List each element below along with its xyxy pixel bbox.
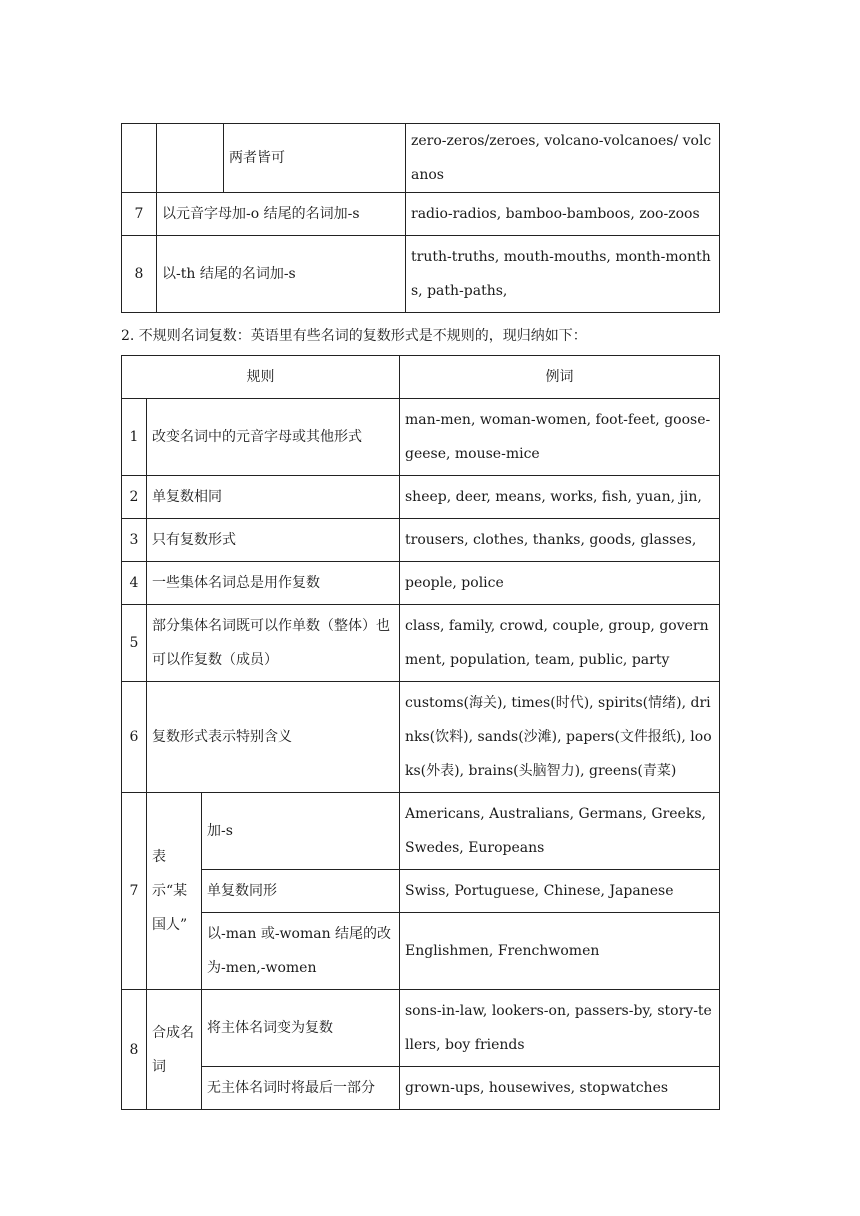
category-cell: 表示“某国人” bbox=[147, 793, 202, 990]
section-heading: 2. 不规则名词复数：英语里有些名词的复数形式是不规则的，现归纳如下： bbox=[121, 328, 587, 344]
category-cell: 合成名词 bbox=[147, 990, 202, 1110]
row-number: 8 bbox=[122, 990, 147, 1110]
row-number: 7 bbox=[122, 193, 157, 236]
regular-plural-table-continued bbox=[121, 123, 720, 313]
example-cell: sons-in-law, lookers-on, passers-by, story-tellers, boy friends bbox=[400, 990, 720, 1067]
rule-cell: 一些集体名词总是用作复数 bbox=[147, 562, 400, 605]
example-cell: trousers, clothes, thanks, goods, glasses, bbox=[400, 519, 720, 562]
rule-cell: 加-s bbox=[202, 793, 400, 870]
rule-cell: 无主体名词时将最后一部分 bbox=[202, 1067, 400, 1110]
rule-cell: 只有复数形式 bbox=[147, 519, 400, 562]
example-cell: sheep, deer, means, works, fish, yuan, jin, bbox=[400, 476, 720, 519]
rule-cell: 以元音字母加-o 结尾的名词加-s bbox=[157, 193, 406, 236]
row-number: 6 bbox=[122, 682, 147, 793]
example-cell: Swiss, Portuguese, Chinese, Japanese bbox=[400, 870, 720, 913]
rule-cell: 单复数相同 bbox=[147, 476, 400, 519]
table-row bbox=[122, 193, 720, 236]
example-cell: truth-truths, mouth-mouths, month-months, path-paths, bbox=[406, 236, 720, 313]
table-row bbox=[122, 793, 720, 870]
example-cell: zero-zeros/zeroes, volcano-volcanoes/ volcanos bbox=[406, 124, 720, 193]
table-row bbox=[122, 519, 720, 562]
row-number: 5 bbox=[122, 605, 147, 682]
row-number: 2 bbox=[122, 476, 147, 519]
rule-cell: 复数形式表示特别含义 bbox=[147, 682, 400, 793]
row-number: 1 bbox=[122, 399, 147, 476]
table-row bbox=[122, 682, 720, 793]
example-cell: grown-ups, housewives, stopwatches bbox=[400, 1067, 720, 1110]
example-cell: Englishmen, Frenchwomen bbox=[400, 913, 720, 990]
example-cell: customs(海关), times(时代), spirits(情绪), drinks(饮料), sands(沙滩), papers(文件报纸), looks(外表), brains(头脑智力), greens(青菜) bbox=[400, 682, 720, 793]
sub-cell bbox=[157, 124, 224, 193]
rule-cell: 单复数同形 bbox=[202, 870, 400, 913]
table-row bbox=[122, 1067, 720, 1110]
row-number: 7 bbox=[122, 793, 147, 990]
example-cell: Americans, Australians, Germans, Greeks, Swedes, Europeans bbox=[400, 793, 720, 870]
rule-cell: 部分集体名词既可以作单数（整体）也可以作复数（成员） bbox=[147, 605, 400, 682]
rule-cell: 以-th 结尾的名词加-s bbox=[157, 236, 406, 313]
table-row bbox=[122, 236, 720, 313]
table-row bbox=[122, 990, 720, 1067]
row-number bbox=[122, 124, 157, 193]
table-row bbox=[122, 399, 720, 476]
example-cell: class, family, crowd, couple, group, government, population, team, public, party bbox=[400, 605, 720, 682]
table-row bbox=[122, 870, 720, 913]
table-row bbox=[122, 562, 720, 605]
rule-cell: 以-man 或-woman 结尾的改为-men,-women bbox=[202, 913, 400, 990]
rule-cell: 改变名词中的元音字母或其他形式 bbox=[147, 399, 400, 476]
example-cell: people, police bbox=[400, 562, 720, 605]
table-row bbox=[122, 476, 720, 519]
table-row bbox=[122, 913, 720, 990]
table-header-row bbox=[122, 356, 720, 399]
irregular-plural-table bbox=[121, 355, 720, 1110]
row-number: 4 bbox=[122, 562, 147, 605]
rule-cell: 两者皆可 bbox=[224, 124, 406, 193]
row-number: 3 bbox=[122, 519, 147, 562]
column-header-rule: 规则 bbox=[122, 356, 400, 399]
rule-cell: 将主体名词变为复数 bbox=[202, 990, 400, 1067]
table-row bbox=[122, 124, 720, 193]
row-number: 8 bbox=[122, 236, 157, 313]
example-cell: man-men, woman-women, foot-feet, goose-geese, mouse-mice bbox=[400, 399, 720, 476]
column-header-example: 例词 bbox=[400, 356, 720, 399]
example-cell: radio-radios, bamboo-bamboos, zoo-zoos bbox=[406, 193, 720, 236]
table-row bbox=[122, 605, 720, 682]
